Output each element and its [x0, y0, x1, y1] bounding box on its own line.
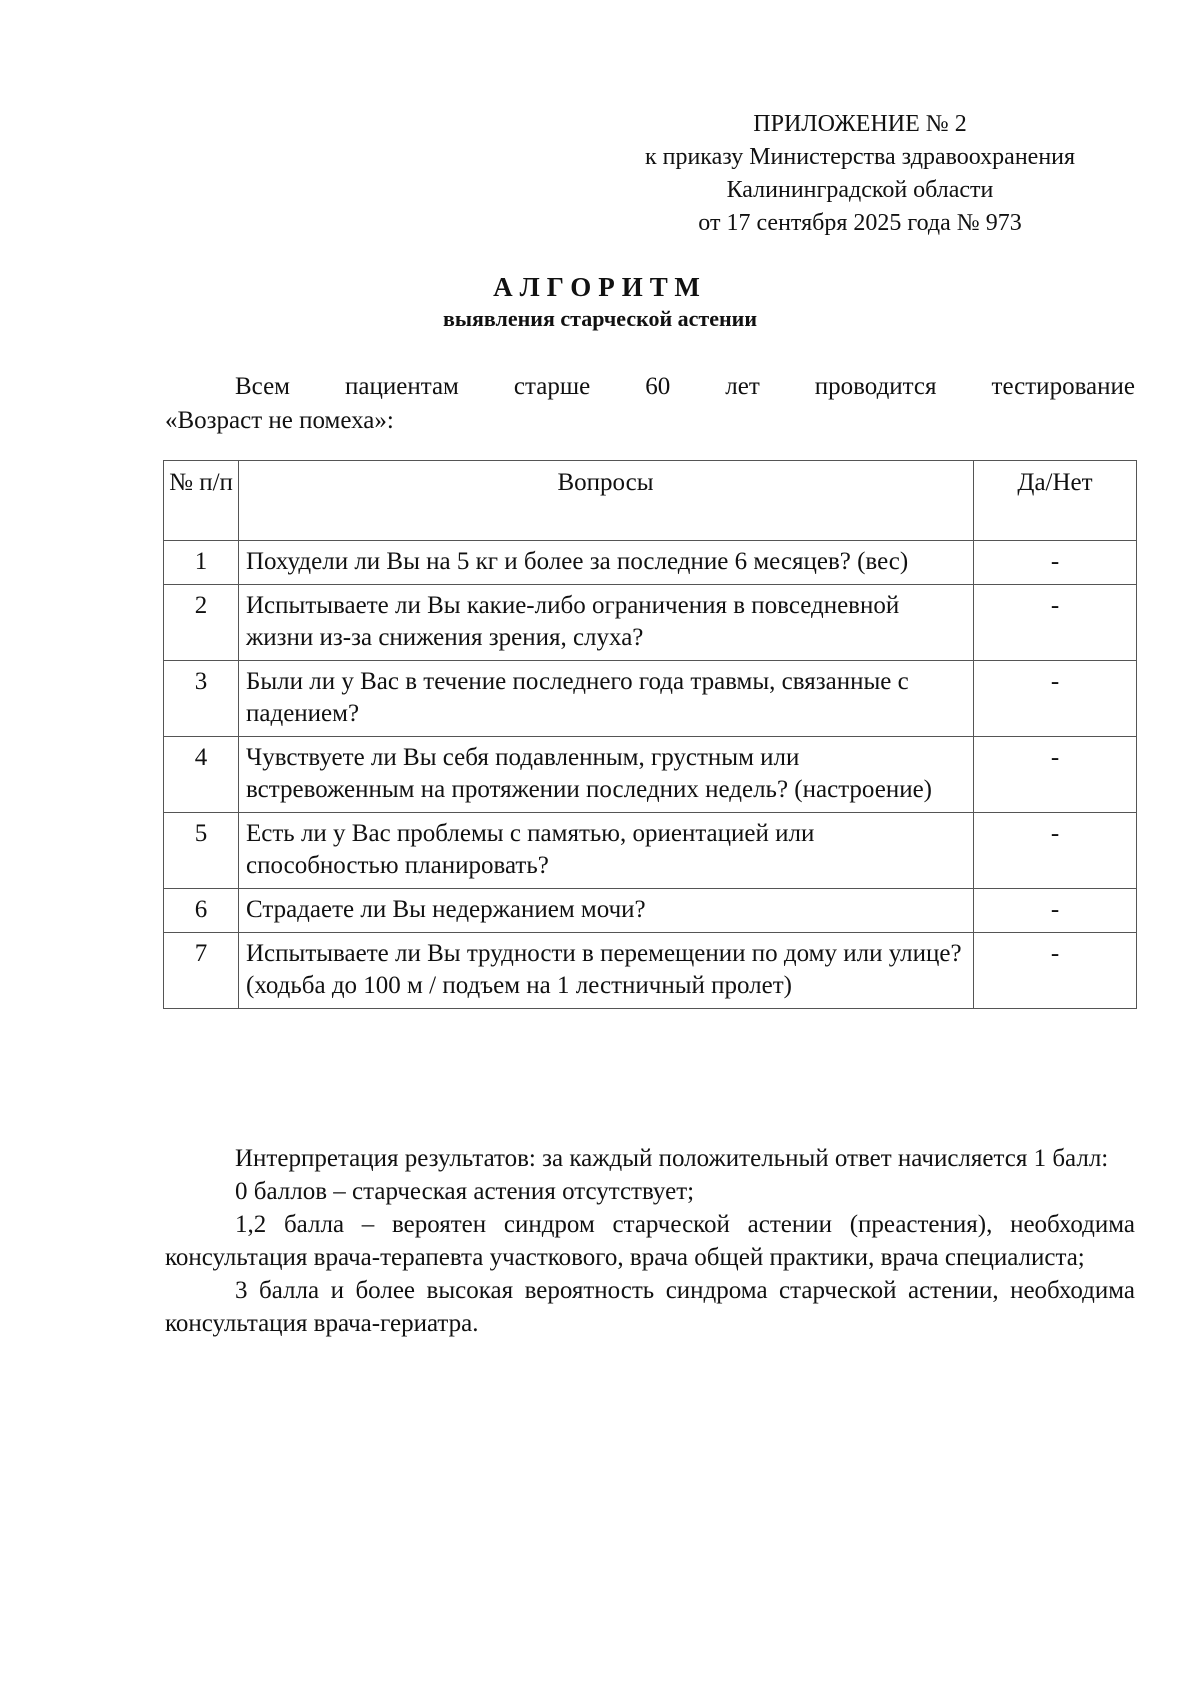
row-number: 6 [164, 889, 239, 933]
row-question: Чувствуете ли Вы себя подавленным, грустным или встревоженным на протяжении последних недель? (настроение) [239, 737, 974, 813]
header-answer: Да/Нет [974, 461, 1137, 541]
row-answer: - [974, 661, 1137, 737]
appendix-date: от 17 сентября 2025 года № 973 [698, 210, 1022, 236]
interpretation-zero-points: 0 баллов – старческая астения отсутствует; [235, 1178, 695, 1205]
interpretation-section [165, 1142, 1135, 1340]
interpretation-intro: Интерпретация результатов: за каждый положительный ответ начисляется 1 балл: [235, 1145, 1109, 1172]
header-number: № п/п [164, 461, 239, 541]
appendix-order-ref: к приказу Министерства здравоохранения [644, 144, 1076, 170]
row-answer: - [974, 933, 1137, 1009]
row-answer: - [974, 813, 1137, 889]
table-row [164, 933, 1137, 1009]
row-number: 7 [164, 933, 239, 1009]
row-question: Испытываете ли Вы трудности в перемещении по дому или улице? (ходьба до 100 м / подъем на 1 лестничный пролет) [239, 933, 974, 1009]
table-row [164, 661, 1137, 737]
document-title: АЛГОРИТМ [493, 272, 707, 302]
table-row [164, 889, 1137, 933]
row-question: Были ли у Вас в течение последнего года травмы, связанные с падением? [239, 661, 974, 737]
intro-paragraph [165, 370, 1135, 438]
row-answer: - [974, 585, 1137, 661]
row-question: Испытываете ли Вы какие-либо ограничения в повседневной жизни из-за снижения зрения, слуха? [239, 585, 974, 661]
appendix-region: Калининградской области [726, 177, 994, 203]
row-number: 2 [164, 585, 239, 661]
document-subtitle: выявления старческой астении [442, 306, 758, 331]
interpretation-three-points: 3 балла и более высокая вероятность синдрома старческой астении, необходима консультация врача-гериатра. [165, 1277, 1135, 1337]
table-row [164, 541, 1137, 585]
row-answer: - [974, 541, 1137, 585]
interpretation-one-two-points: 1,2 балла – вероятен синдром старческой астении (преастения), необходима консультация врача-терапевта участкового, врача общей практики, врача специалиста; [165, 1211, 1135, 1271]
table-row [164, 585, 1137, 661]
row-question: Страдаете ли Вы недержанием мочи? [239, 889, 974, 933]
row-number: 3 [164, 661, 239, 737]
table-header-row [164, 461, 1137, 541]
intro-line-1: Всем пациентам старше 60 лет проводится тестирование [235, 373, 1135, 400]
row-number: 4 [164, 737, 239, 813]
header-question: Вопросы [239, 461, 974, 541]
questions-table [163, 460, 1137, 1009]
row-number: 1 [164, 541, 239, 585]
row-answer: - [974, 737, 1137, 813]
intro-line-2: «Возраст не помеха»: [165, 407, 394, 434]
row-number: 5 [164, 813, 239, 889]
row-answer: - [974, 889, 1137, 933]
row-question: Есть ли у Вас проблемы с памятью, ориентацией или способностью планировать? [239, 813, 974, 889]
row-question: Похудели ли Вы на 5 кг и более за последние 6 месяцев? (вес) [239, 541, 974, 585]
table-row [164, 813, 1137, 889]
table-row [164, 737, 1137, 813]
appendix-header [560, 108, 1160, 240]
appendix-number: ПРИЛОЖЕНИЕ № 2 [753, 111, 967, 137]
